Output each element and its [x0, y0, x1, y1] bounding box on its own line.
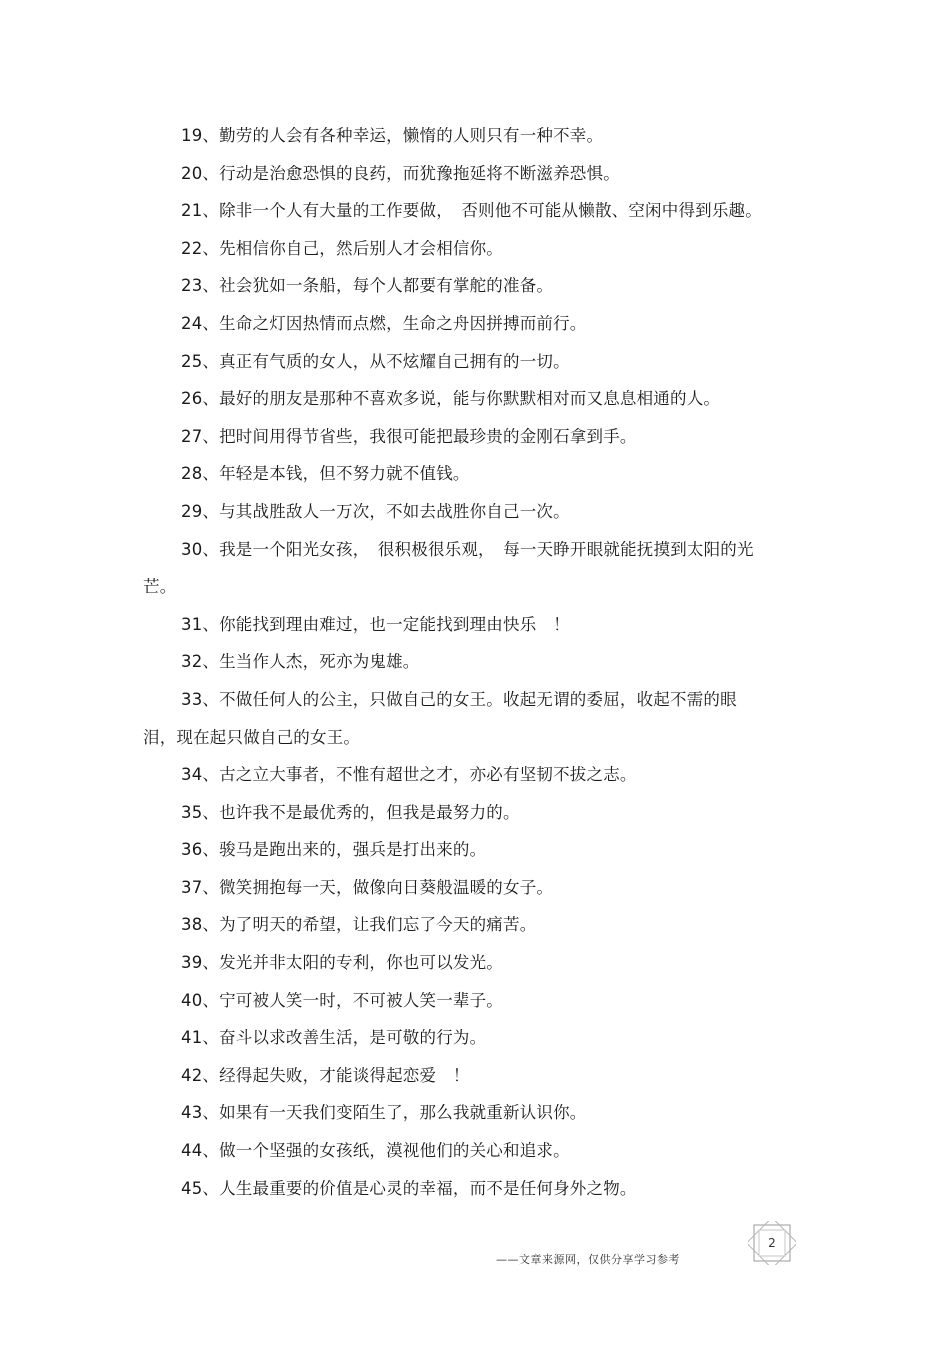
quote-line-continuation: 芒。	[143, 577, 177, 597]
quote-line: 45、人生最重要的价值是心灵的幸福，而不是任何身外之物。	[181, 1178, 637, 1198]
quote-line: 19、勤劳的人会有各种幸运，懒惰的人则只有一种不幸。	[181, 126, 604, 145]
quote-line: 33、不做任何人的公主，只做自己的女王。收起无谓的委屈，收起不需的眼	[181, 689, 737, 709]
quote-line: 43、如果有一天我们变陌生了，那么我就重新认识你。	[181, 1103, 587, 1123]
quote-line: 37、微笑拥抱每一天，做像向日葵般温暖的女子。	[181, 877, 554, 897]
quote-line: 20、行动是治愈恐惧的良药，而犹豫拖延将不断滋养恐惧。	[181, 163, 620, 183]
quote-line: 29、与其战胜敌人一万次，不如去战胜你自己一次。	[181, 501, 570, 521]
quote-line: 44、做一个坚强的女孩纸，漠视他们的关心和追求。	[181, 1141, 570, 1161]
quote-line: 40、宁可被人笑一时，不可被人笑一辈子。	[181, 990, 503, 1010]
quote-line: 22、先相信你自己，然后别人才会相信你。	[181, 238, 503, 258]
quote-line: 31、你能找到理由难过，也一定能找到理由快乐 ！	[181, 614, 570, 634]
quote-line: 28、年轻是本钱，但不努力就不值钱。	[181, 464, 470, 484]
quote-line: 42、经得起失败，才能谈得起恋爱 ！	[181, 1065, 470, 1085]
quote-line: 38、为了明天的希望，让我们忘了今天的痛苦。	[181, 915, 537, 935]
quote-line: 39、发光并非太阳的专利，你也可以发光。	[181, 953, 503, 973]
quote-line: 23、社会犹如一条船，每个人都要有掌舵的准备。	[181, 276, 554, 296]
quote-line: 24、生命之灯因热情而点燃，生命之舟因拼搏而前行。	[181, 313, 587, 333]
quote-line: 27、把时间用得节省些，我很可能把最珍贵的金刚石拿到手。	[181, 426, 637, 446]
page-number: 2	[768, 1236, 776, 1250]
quote-line: 25、真正有气质的女人，从不炫耀自己拥有的一切。	[181, 351, 570, 371]
quote-line: 30、我是一个阳光女孩， 很积极很乐观， 每一天睁开眼就能抚摸到太阳的光	[181, 539, 754, 559]
quote-line: 32、生当作人杰，死亦为鬼雄。	[181, 652, 420, 672]
page-number-badge	[748, 1221, 796, 1265]
quote-line-continuation: 泪，现在起只做自己的女王。	[143, 727, 361, 747]
quote-list	[143, 117, 803, 1207]
footer-source-note: ——文章来源网，仅供分享学习参考	[496, 1253, 680, 1266]
quote-line: 34、古之立大事者，不惟有超世之才，亦必有坚韧不拔之志。	[181, 765, 637, 785]
quote-line: 36、骏马是跑出来的，强兵是打出来的。	[181, 840, 487, 860]
quote-line: 35、也许我不是最优秀的，但我是最努力的。	[181, 802, 520, 822]
quote-line: 21、除非一个人有大量的工作要做， 否则他不可能从懒散、空闲中得到乐趣。	[181, 201, 762, 221]
quote-line: 26、最好的朋友是那种不喜欢多说，能与你默默相对而又息息相通的人。	[181, 389, 721, 409]
quote-line: 41、奋斗以求改善生活，是可敬的行为。	[181, 1028, 487, 1048]
